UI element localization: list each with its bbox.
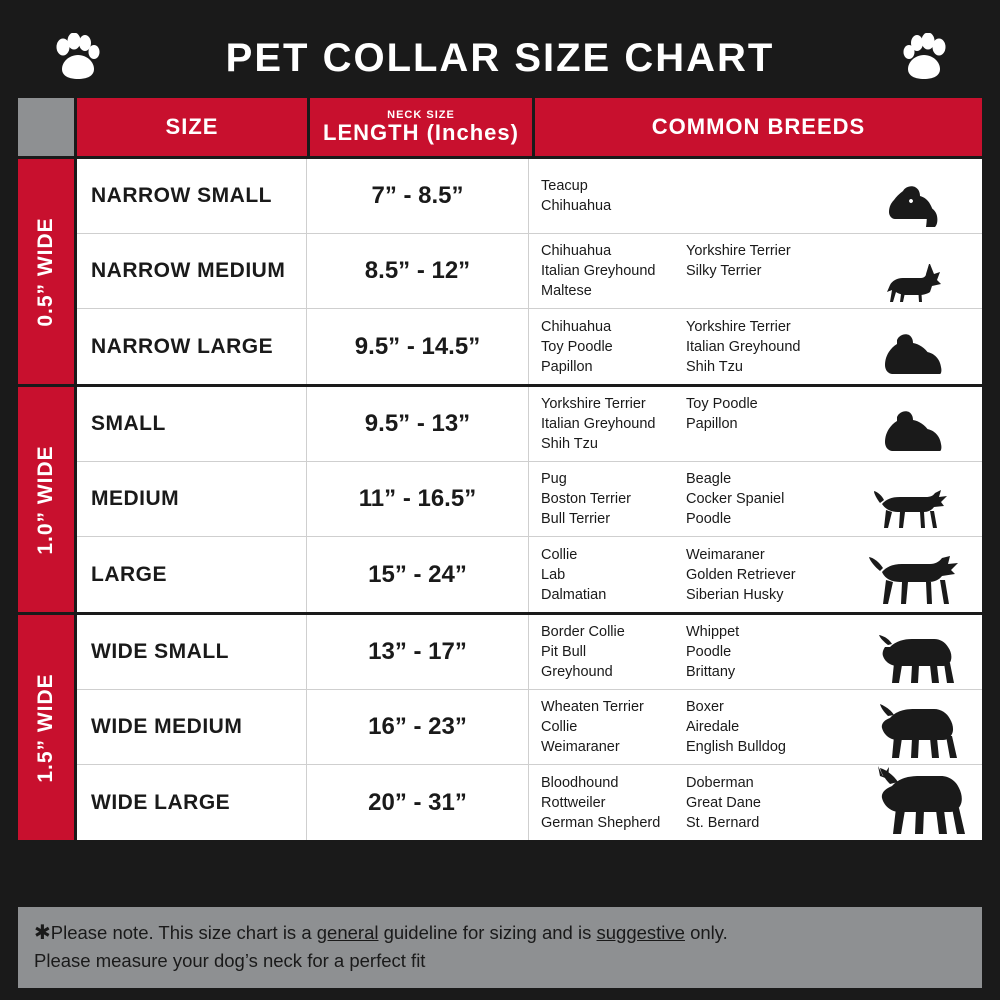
group-width-label <box>18 615 74 840</box>
breed-column-1 <box>541 394 686 454</box>
row-size: LARGE <box>77 537 307 612</box>
breed-item: Golden Retriever <box>686 566 796 583</box>
breed-item: Border Collie <box>541 624 625 640</box>
row-size: WIDE LARGE <box>77 765 307 840</box>
row-breeds <box>529 765 982 840</box>
breed-item: Airedale <box>686 719 740 735</box>
group-width-label <box>18 387 74 612</box>
table-row <box>77 159 982 234</box>
breed-item: Papillon <box>541 358 593 375</box>
chart-header <box>18 18 982 98</box>
table-row <box>77 537 982 612</box>
breed-item: Boston Terrier <box>541 491 631 507</box>
column-header-length-sub: NECK SIZE <box>387 109 455 121</box>
breed-item: Shih Tzu <box>541 436 598 452</box>
chihuahua-silhouette <box>856 234 976 308</box>
row-size: NARROW LARGE <box>77 309 307 384</box>
breed-column-2 <box>686 545 831 605</box>
breed-item: Yorkshire Terrier <box>686 243 791 259</box>
breed-column-1 <box>541 241 686 301</box>
row-size: MEDIUM <box>77 462 307 536</box>
row-breeds <box>529 537 982 612</box>
boxer-silhouette <box>856 690 976 764</box>
breed-item: Poodle <box>686 511 732 527</box>
footer-note <box>18 907 982 988</box>
page-title: PET COLLAR SIZE CHART <box>225 35 775 80</box>
retriever-silhouette <box>856 537 976 612</box>
footer-emphasis-suggestive: suggestive <box>596 922 685 943</box>
row-size: WIDE SMALL <box>77 615 307 689</box>
group-width-label-text: 1.0” WIDE <box>34 444 57 555</box>
pitbull-silhouette <box>856 615 976 689</box>
breed-item: Silky Terrier <box>686 263 762 279</box>
table-row <box>77 690 982 765</box>
doberman-silhouette <box>856 765 976 840</box>
table-row <box>77 615 982 690</box>
group-width-label <box>18 159 74 384</box>
breed-item: Bloodhound <box>541 774 619 791</box>
row-length: 13” - 17” <box>307 615 529 689</box>
breed-column-2 <box>686 317 831 377</box>
group-width-label-text: 1.5” WIDE <box>34 672 57 783</box>
column-header-length <box>310 98 532 156</box>
breed-item: Toy Poodle <box>686 396 758 412</box>
breed-item: Pit Bull <box>541 644 587 660</box>
breed-item: Boxer <box>686 699 724 715</box>
size-group <box>18 615 982 840</box>
breed-item: Weimaraner <box>541 739 620 755</box>
breed-item: Greyhound <box>541 664 613 680</box>
row-length: 7” - 8.5” <box>307 159 529 233</box>
table-row <box>77 309 982 384</box>
group-rows <box>77 615 982 840</box>
breed-item: Chihuahua <box>541 243 612 259</box>
asterisk-icon: ✱ <box>34 922 51 944</box>
column-header-length-main: LENGTH (Inches) <box>323 120 519 145</box>
paw-print-icon <box>54 33 100 83</box>
breed-item: Great Dane <box>686 794 761 811</box>
row-breeds <box>529 159 982 233</box>
footer-line-2: Please measure your dog’s neck for a perfect fit <box>34 950 426 971</box>
group-rows <box>77 387 982 612</box>
row-breeds <box>529 234 982 308</box>
footer-text-b: guideline for sizing and is <box>378 922 597 943</box>
row-breeds <box>529 690 982 764</box>
row-breeds <box>529 309 982 384</box>
row-length: 9.5” - 13” <box>307 387 529 461</box>
size-table <box>18 98 982 904</box>
table-row <box>77 462 982 537</box>
breed-item: Brittany <box>686 664 736 680</box>
breed-column-2 <box>686 469 831 529</box>
breed-column-1 <box>541 545 686 605</box>
breed-column-2 <box>686 622 831 682</box>
breed-item: Wheaten Terrier <box>541 699 644 715</box>
breed-item: Poodle <box>686 644 732 660</box>
breed-column-2 <box>686 241 831 301</box>
breed-item: English Bulldog <box>686 739 786 755</box>
breed-item: Italian Greyhound <box>541 263 656 279</box>
breed-item: Italian Greyhound <box>541 416 656 432</box>
breed-item: Collie <box>541 719 578 735</box>
breed-item: Siberian Husky <box>686 586 784 603</box>
breed-column-1 <box>541 176 686 216</box>
column-header-breeds: COMMON BREEDS <box>535 98 982 156</box>
breed-column-2 <box>686 394 831 454</box>
footer-line-1 <box>34 919 966 947</box>
row-size: WIDE MEDIUM <box>77 690 307 764</box>
row-size: NARROW SMALL <box>77 159 307 233</box>
footer-text-c: only. <box>684 922 728 943</box>
size-group <box>18 387 982 612</box>
row-length: 15” - 24” <box>307 537 529 612</box>
breed-item: Bull Terrier <box>541 511 611 527</box>
breed-item: Weimaraner <box>686 546 765 563</box>
size-group <box>18 159 982 384</box>
paw-print-icon <box>900 33 946 83</box>
breed-item: Cocker Spaniel <box>686 491 785 507</box>
row-length: 11” - 16.5” <box>307 462 529 536</box>
row-breeds <box>529 615 982 689</box>
row-breeds <box>529 387 982 461</box>
breed-item: Shih Tzu <box>686 358 743 375</box>
breed-item: Doberman <box>686 774 754 791</box>
footer-text-a: Please note. This size chart is a <box>50 922 317 943</box>
breed-column-1 <box>541 773 686 833</box>
row-size: NARROW MEDIUM <box>77 234 307 308</box>
breed-column-1 <box>541 697 686 757</box>
breed-column-1 <box>541 469 686 529</box>
breed-column-2 <box>686 697 831 757</box>
row-length: 8.5” - 12” <box>307 234 529 308</box>
shih-tzu-silhouette <box>856 387 976 461</box>
row-size: SMALL <box>77 387 307 461</box>
breed-column-2 <box>686 773 831 833</box>
breed-item: Chihuahua <box>541 318 612 335</box>
breed-item: Collie <box>541 546 578 563</box>
breed-item: Yorkshire Terrier <box>541 396 646 412</box>
column-header-size: SIZE <box>77 98 307 156</box>
breed-item: German Shepherd <box>541 814 661 831</box>
breed-item: Beagle <box>686 471 732 487</box>
row-length: 9.5” - 14.5” <box>307 309 529 384</box>
breed-item: Whippet <box>686 624 740 640</box>
breed-item: Maltese <box>541 283 592 299</box>
breed-column-1 <box>541 622 686 682</box>
beagle-silhouette <box>856 462 976 536</box>
group-rows <box>77 159 982 384</box>
breed-column-2 <box>686 176 831 216</box>
table-row <box>77 234 982 309</box>
row-length: 20” - 31” <box>307 765 529 840</box>
table-row <box>77 765 982 840</box>
breed-item: Italian Greyhound <box>686 338 801 355</box>
width-column-spacer <box>18 98 74 156</box>
breed-item: Teacup <box>541 178 588 194</box>
footer-emphasis-general: general <box>316 922 379 943</box>
breed-item: Chihuahua <box>541 198 612 214</box>
breed-item: St. Bernard <box>686 814 760 831</box>
table-row <box>77 387 982 462</box>
breed-item: Pug <box>541 471 567 487</box>
breed-item: Rottweiler <box>541 794 606 811</box>
breed-item: Yorkshire Terrier <box>686 318 791 335</box>
papillon-silhouette <box>856 309 976 384</box>
breed-item: Papillon <box>686 416 738 432</box>
row-length: 16” - 23” <box>307 690 529 764</box>
breed-item: Toy Poodle <box>541 338 613 355</box>
breed-item: Lab <box>541 566 566 583</box>
yorkie-silhouette <box>856 159 976 233</box>
breed-item: Dalmatian <box>541 586 607 603</box>
breed-column-1 <box>541 317 686 377</box>
row-breeds <box>529 462 982 536</box>
table-column-headers <box>18 98 982 156</box>
group-width-label-text: 0.5” WIDE <box>34 216 57 327</box>
